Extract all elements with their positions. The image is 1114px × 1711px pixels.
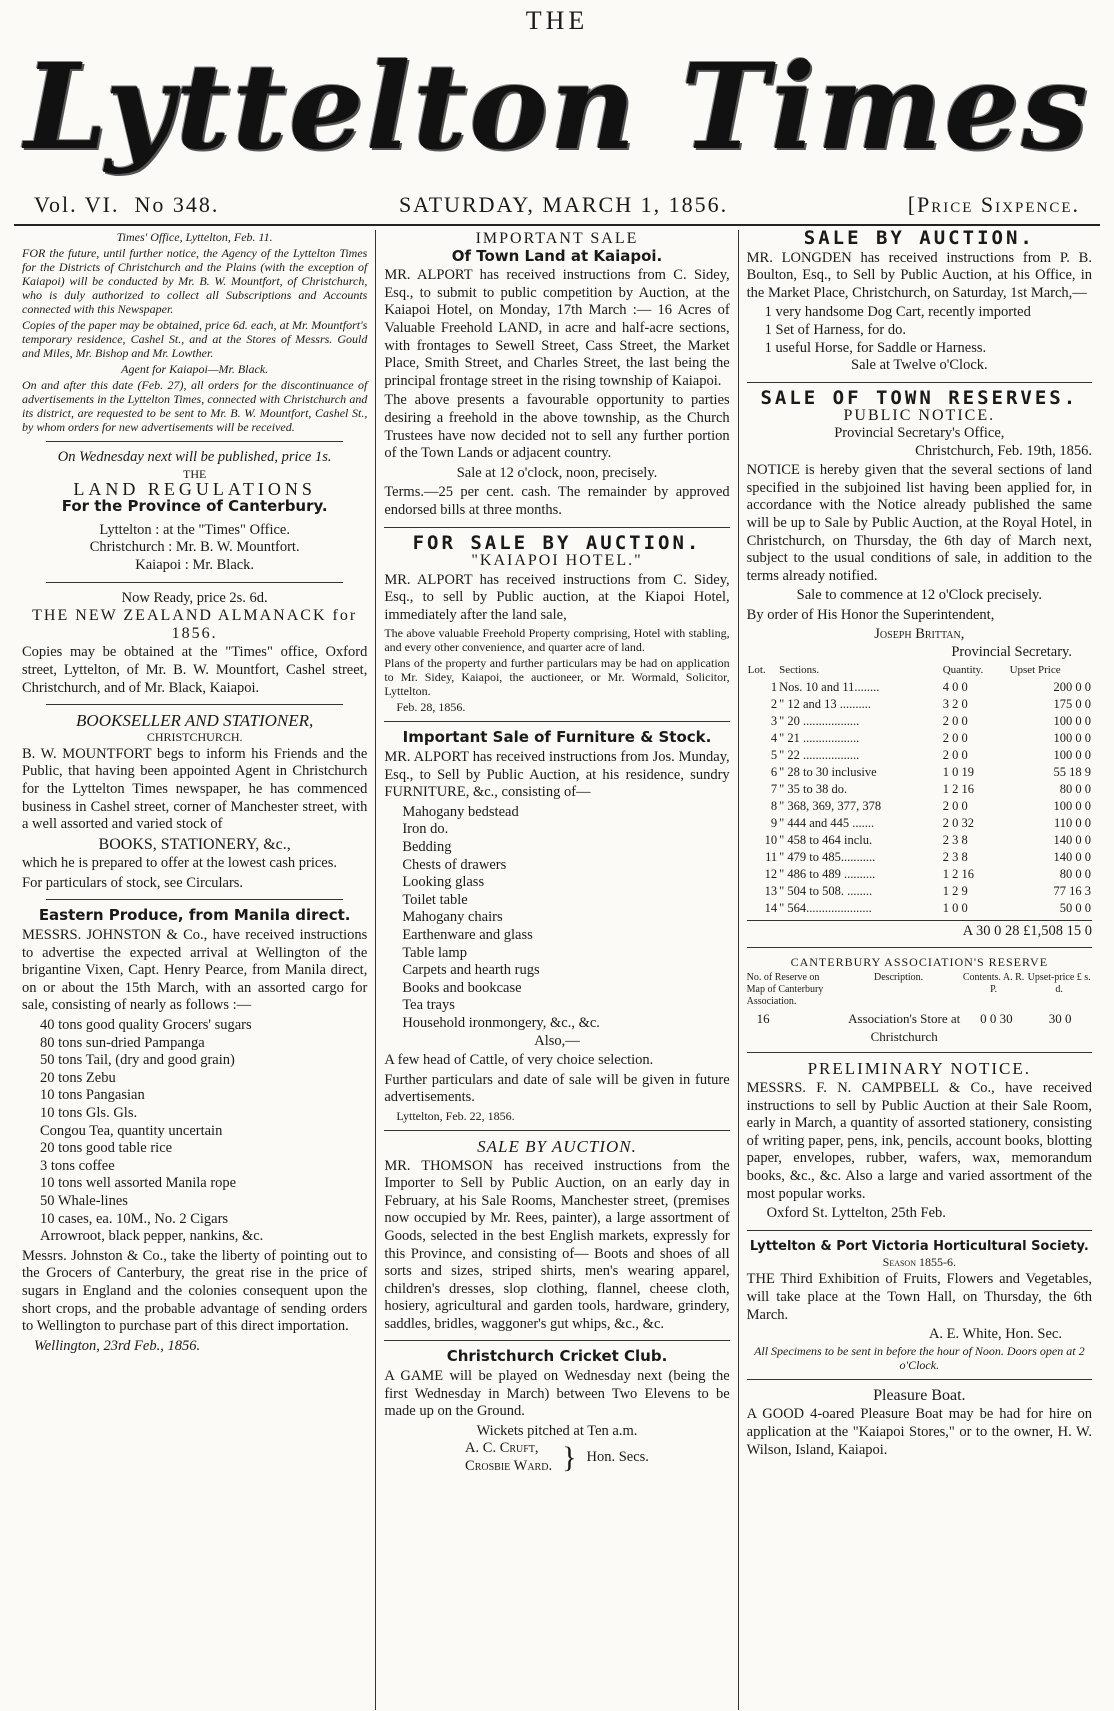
cargo-item: 50 tons Tail, (dry and good grain) xyxy=(40,1052,235,1069)
reserves-notice-text: NOTICE is hereby given that the several sections of land specified in the subjoined list having been applied for, in accordance with the Notice already published the same will be up to Sale by Public Auction, at the Royal Hotel, in Christchurch, on Thursday, the 6th day of March next, subject to the usual conditions of sale, in addition to the terms already notified. xyxy=(746,462,1092,584)
lots-header: Lot. xyxy=(747,663,766,676)
lot-row xyxy=(747,900,1092,917)
lot-cell: 2 xyxy=(770,696,778,711)
divider xyxy=(384,1340,729,1341)
cargo-item: Congou Tea, quantity uncertain xyxy=(40,1122,223,1139)
lot-row xyxy=(747,866,1092,883)
further-text: Further particulars and date of sale will be given in future advertisements. xyxy=(384,1071,730,1106)
lot-cell: " 458 to 464 inclu. xyxy=(779,832,873,847)
mountfort-text: B. W. MOUNTFORT begs to inform his Friends and the Public, that having been appointed Agent in Christchurch for the Lyttelton Times newspaper, he has commenced business in Cashel street, corner of Manchester street, with a well assorted and varied stock of xyxy=(22,745,368,833)
furniture-item: Household ironmongery, &c., &c. xyxy=(402,1014,600,1031)
column-2 xyxy=(375,230,737,1710)
lots-table xyxy=(747,662,1092,917)
land-location: Christchurch : Mr. B. W. Mountfort. xyxy=(89,539,300,556)
furniture-item: Table lamp xyxy=(402,944,467,961)
canterbury-columns xyxy=(747,972,1092,1008)
now-ready: Now Ready, price 2s. 6d. xyxy=(121,589,268,606)
lot-cell: 10 xyxy=(764,832,778,847)
almanack-head: THE NEW ZEALAND ALMANACK for 1856. xyxy=(32,607,358,642)
lot-cell: 77 16 3 xyxy=(1053,883,1091,898)
longden-item: 1 Set of Harness, for do. xyxy=(764,321,907,338)
christchurch-label: CHRISTCHURCH. xyxy=(146,729,243,744)
sale-commence: Sale to commence at 12 o'Clock precisely. xyxy=(796,587,1042,604)
kaiapoi-agent: Agent for Kaiapoi—Mr. Black. xyxy=(121,362,269,376)
campbell-date: Oxford St. Lyttelton, 25th Feb. xyxy=(766,1205,946,1222)
agency-notice-header: Times' Office, Lyttelton, Feb. 11. xyxy=(116,230,273,244)
furniture-item: Carpets and hearth rugs xyxy=(402,962,540,979)
cargo-item: 40 tons good quality Grocers' sugars xyxy=(40,1017,252,1034)
divider xyxy=(46,704,343,705)
canterbury-cell: 0 0 30 xyxy=(980,1011,1013,1027)
sale-by-auction-head: SALE BY AUCTION. xyxy=(803,230,1035,249)
volume-number xyxy=(34,192,219,218)
kaiapoi-hotel-head: "KAIAPOI HOTEL." xyxy=(471,552,643,570)
cricket-text: A GAME will be played on Wednesday next (being the first Wednesday in March) between Two Elevens to be made up on the Ground. xyxy=(384,1368,730,1420)
thomson-text: MR. THOMSON has received instructions from the Importer to Sell by Public Auction, on an early day in February, at his Sale Rooms, Manchester street, (premises now occupied by Mr. Rees, painter), a large assortment of Goods, selected in the best English markets, expressly for this Province, and consisting of— Boots and shoes of all sorts and sizes, striped shirts, men's wearing apparel, children's dresses, slop clothing, flannel, cheese cloth, hosiery, agricultural and garden tools, hardware, grindery, saddles, bridles, waggoner's gut whips, &c., &c. xyxy=(384,1157,730,1332)
land-regulations-head: LAND REGULATIONS xyxy=(73,478,316,499)
the-label: THE xyxy=(183,466,207,481)
eastern-produce-head: Eastern Produce, from Manila direct. xyxy=(38,906,351,925)
lot-cell: 100 0 0 xyxy=(1053,798,1091,813)
horticultural-head: Lyttelton & Port Victoria Horticultural Society. xyxy=(749,1238,1089,1254)
land-location: Kaiapoi : Mr. Black. xyxy=(135,556,255,573)
land-location: Lyttelton : at the "Times" Office. xyxy=(99,521,290,538)
lot-cell: 80 0 0 xyxy=(1059,866,1091,881)
volume: Vol. VI. xyxy=(34,192,120,217)
lot-cell: 8 xyxy=(770,798,778,813)
lot-cell: " 444 and 445 ....... xyxy=(779,815,875,830)
lot-cell: 3 xyxy=(770,713,778,728)
lot-row xyxy=(747,713,1092,730)
cargo-list xyxy=(22,1017,367,1246)
lot-cell: 7 xyxy=(770,781,778,796)
lot-cell: 4 xyxy=(770,730,778,745)
wickets-line: Wickets pitched at Ten a.m. xyxy=(476,1422,638,1439)
longden-text: MR. LONGDEN has received instructions from P. B. Boulton, Esq., to Sell by Public Auction, at his Office, in the Market Place, Christchurch, on Saturday, 1st March,— xyxy=(746,249,1092,301)
campbell-text: MESSRS. F. N. CAMPBELL & Co., have received instructions to sell by Public Auction at their Sale Room, early in March, a quantity of assorted stationery, consisting of writing paper, pens, ink, pencils, account books, blotting paper, envelopes, rubber, wafers, wax, memorandum books, &c., &c. Also a large and varied assortment of the most popular works. xyxy=(746,1080,1092,1202)
lot-cell: 140 0 0 xyxy=(1053,849,1091,864)
lot-cell: 100 0 0 xyxy=(1053,713,1091,728)
lot-row xyxy=(747,815,1092,832)
divider xyxy=(747,382,1092,383)
lot-cell: 2 3 8 xyxy=(942,832,968,847)
lot-cell: 175 0 0 xyxy=(1053,696,1091,711)
lot-cell: 1 0 19 xyxy=(942,764,974,779)
cargo-item: 10 tons Pangasian xyxy=(40,1087,145,1104)
lot-cell: 1 xyxy=(770,679,778,694)
lot-cell: " 22 .................. xyxy=(779,747,860,762)
secretary-name: Crosbie Ward. xyxy=(465,1458,553,1475)
divider xyxy=(747,947,1092,948)
lot-cell: " 35 to 38 do. xyxy=(779,781,848,796)
copies-text: Copies of the paper may be obtained, price 6d. each, at Mr. Mountfort's temporary residence, Cashel St., and at the Stores of Messrs. Gould and Miles, Mr. Bishop and Mr. Lowther. xyxy=(22,318,368,360)
signer-name: Joseph Brittan, xyxy=(874,626,965,643)
lots-header-row xyxy=(747,662,1092,679)
lots-body xyxy=(747,679,1092,917)
sale-by-auction-head: SALE BY AUCTION. xyxy=(477,1136,637,1156)
furniture-item: Toilet table xyxy=(402,891,468,908)
eastern-closing: Messrs. Johnston & Co., take the liberty of pointing out to the Grocers of Canterbury, the great rise in the price of sugars in England and the colonies consequent upon the short crops, and the probable advantage of sending orders to Wellington to purchase part of this direct importation. xyxy=(22,1247,368,1335)
lot-cell: 5 xyxy=(770,747,778,762)
lot-cell: " 28 to 30 inclusive xyxy=(779,764,877,779)
lot-row xyxy=(747,747,1092,764)
lot-cell: 110 0 0 xyxy=(1053,815,1091,830)
hon-secs: Hon. Secs. xyxy=(586,1449,649,1466)
secretary-names xyxy=(465,1440,552,1475)
prov-office: Provincial Secretary's Office, xyxy=(834,424,1005,441)
lot-cell: 200 0 0 xyxy=(1053,679,1091,694)
lot-cell: 2 0 0 xyxy=(942,747,968,762)
lot-cell: 11 xyxy=(765,849,778,864)
lot-cell: " 479 to 485........... xyxy=(779,849,876,864)
lot-cell: 2 0 0 xyxy=(942,798,968,813)
lot-cell: Nos. 10 and 11........ xyxy=(779,679,880,694)
province-head: For the Province of Canterbury. xyxy=(61,497,328,516)
eastern-date: Wellington, 23rd Feb., 1856. xyxy=(34,1337,201,1354)
secretaries xyxy=(384,1440,729,1475)
also-label: Also,— xyxy=(534,1032,580,1049)
lot-cell: 100 0 0 xyxy=(1053,730,1091,745)
bookseller-head: BOOKSELLER AND STATIONER, xyxy=(76,711,314,731)
lots-header: Sections. xyxy=(779,663,820,676)
signer-title: Provincial Secretary. xyxy=(951,644,1072,661)
hotel-text: MR. ALPORT has received instructions from C. Sidey, Esq., to sell by Public auction, at the Kiapoi Hotel, immediately after the land sale, xyxy=(384,571,730,623)
for-sale-head: FOR SALE BY AUCTION. xyxy=(412,531,702,554)
issue-date: SATURDAY, MARCH 1, 1856. xyxy=(398,192,729,217)
lot-cell: 12 xyxy=(764,866,778,881)
cargo-item: Arrowroot, black pepper, nankins, &c. xyxy=(40,1228,264,1245)
divider xyxy=(384,721,729,722)
issue-number: No 348. xyxy=(134,192,220,217)
lot-cell: 50 0 0 xyxy=(1059,900,1091,915)
furniture-item: Chests of drawers xyxy=(402,856,507,873)
lot-cell: 2 0 32 xyxy=(942,815,974,830)
masthead-the: THE xyxy=(525,6,589,35)
canterbury-row xyxy=(747,1010,1092,1045)
cricket-head: Christchurch Cricket Club. xyxy=(446,1347,668,1366)
brace-icon: } xyxy=(562,1441,577,1475)
important-sale-head: IMPORTANT SALE xyxy=(475,230,639,247)
horticultural-sign: A. E. White, Hon. Sec. xyxy=(928,1326,1062,1343)
almanack-text: Copies may be obtained at the "Times" office, Oxford street, Lyttelton, of Mr. B. W. Mountfort, Cashel street, Christchurch, and of Mr. Black, Kaiapoi. xyxy=(22,644,368,696)
cargo-item: 10 tons well assorted Manila rope xyxy=(40,1175,237,1192)
wednesday-notice: On Wednesday next will be published, price 1s. xyxy=(57,449,332,465)
canterbury-cell: 16 xyxy=(756,1011,770,1027)
lot-cell: " 368, 369, 377, 378 xyxy=(779,798,882,813)
by-order: By order of His Honor the Superintendent, xyxy=(746,606,995,623)
canterbury-col-head: Upset-price £ s. d. xyxy=(1027,972,1091,996)
cargo-item: 10 cases, ea. 10M., No. 2 Cigars xyxy=(40,1210,229,1227)
masthead-title: Lyttelton Times xyxy=(24,37,1090,176)
longden-item: 1 useful Horse, for Saddle or Harness. xyxy=(764,339,987,356)
lot-cell: 1 2 9 xyxy=(942,883,968,898)
lot-cell: " 504 to 508. ........ xyxy=(779,883,873,898)
lot-cell: " 486 to 489 .......... xyxy=(779,866,876,881)
secretary-name: A. C. Cruft, xyxy=(465,1440,539,1457)
canterbury-col-head: No. of Reserve on Map of Canterbury Association. xyxy=(746,972,824,1008)
furniture-item: Mahogany chairs xyxy=(402,909,503,926)
lot-cell: 3 2 0 xyxy=(942,696,968,711)
furniture-list xyxy=(384,804,729,1033)
lot-cell: 13 xyxy=(764,883,778,898)
furniture-head: Important Sale of Furniture & Stock. xyxy=(402,728,712,747)
lot-cell: 1 0 0 xyxy=(942,900,968,915)
divider xyxy=(747,1379,1092,1380)
mountfort-text-3: For particulars of stock, see Circulars. xyxy=(22,874,244,891)
divider xyxy=(747,1230,1092,1231)
lot-cell: " 12 and 13 .......... xyxy=(779,696,872,711)
divider xyxy=(46,441,343,442)
prov-date: Christchurch, Feb. 19th, 1856. xyxy=(915,442,1092,459)
lots-total: A 30 0 28 £1,508 15 0 xyxy=(747,920,1092,941)
alport-text-2: The above presents a favourable opportunity to parties desiring a freehold in the above township, as the Church Trustees have now decided not to sell any further portion of the Town Lands or adjacent country. xyxy=(384,392,730,462)
canterbury-col-head: Description. xyxy=(874,972,924,984)
horticultural-text: THE Third Exhibition of Fruits, Flowers and Vegetables, will take place at the Town Hall, on Thursday, the 6th March. xyxy=(746,1271,1092,1323)
divider xyxy=(384,527,729,528)
lots-header: Quantity. xyxy=(942,663,984,676)
lots-header: Upset Price xyxy=(1009,663,1061,676)
lot-cell: 4 0 0 xyxy=(942,679,968,694)
lot-row xyxy=(747,764,1092,781)
season-label: Season 1855-6. xyxy=(882,1255,956,1270)
lot-row xyxy=(747,883,1092,900)
lot-cell: 6 xyxy=(770,764,778,779)
orders-text: On and after this date (Feb. 27), all orders for the discontinuance of advertisements in the Lyttelton Times, connected with Christchurch and its district, are requested to be sent to Mr. B. W. Mountfort, Cashel St., by whom orders for new advertisements will be received. xyxy=(22,378,368,434)
lot-cell: 2 0 0 xyxy=(942,713,968,728)
lot-cell: " 564..................... xyxy=(779,900,872,915)
furniture-item: Bedding xyxy=(402,839,452,856)
divider xyxy=(46,582,343,583)
furniture-date: Lyttelton, Feb. 22, 1856. xyxy=(396,1108,515,1123)
hotel-date: Feb. 28, 1856. xyxy=(396,700,466,715)
divider xyxy=(46,899,343,900)
lot-cell: 140 0 0 xyxy=(1053,832,1091,847)
lot-row xyxy=(747,849,1092,866)
furniture-item: Books and bookcase xyxy=(402,979,522,996)
canterbury-col-head: Contents. A. R. P. xyxy=(962,972,1025,996)
lot-row xyxy=(747,798,1092,815)
lot-row xyxy=(747,696,1092,713)
lot-row xyxy=(747,679,1092,696)
longden-list xyxy=(747,304,1092,357)
boat-text: A GOOD 4-oared Pleasure Boat may be had for hire on application at the "Kaiapoi Stores," or to the owner, H. W. Wilson, Island, Kaiapoi. xyxy=(746,1406,1092,1458)
lot-cell: 100 0 0 xyxy=(1053,747,1091,762)
sale-twelve: Sale at Twelve o'Clock. xyxy=(851,357,988,374)
lot-cell: 55 18 9 xyxy=(1053,764,1091,779)
lot-cell: 9 xyxy=(770,815,778,830)
pleasure-boat-head: Pleasure Boat. xyxy=(873,1386,966,1404)
cargo-item: 20 tons good table rice xyxy=(40,1140,173,1157)
lot-row xyxy=(747,781,1092,798)
eastern-produce-text: MESSRS. JOHNSTON & Co., have received instructions to advertise the expected arrival at Wellington of the brigantine Vixen, Capt. Henry Pearce, from Manila direct, on or about the 15th March, with an assorted cargo for sale, consisting of nearly as follows :— xyxy=(22,927,368,1014)
preliminary-head: PRELIMINARY NOTICE. xyxy=(807,1059,1032,1079)
column-3 xyxy=(738,230,1100,1710)
cargo-item: 50 Whale-lines xyxy=(40,1192,128,1209)
divider xyxy=(747,1052,1092,1053)
mountfort-text-2: which he is prepared to offer at the lowest cash prices. xyxy=(22,855,337,872)
column-1 xyxy=(14,230,375,1710)
lot-cell: 2 0 0 xyxy=(942,730,968,745)
furniture-item: Iron do. xyxy=(402,821,449,838)
books-line: BOOKS, STATIONERY, &c., xyxy=(98,835,291,853)
canterbury-cell: Association's Store at Christchurch xyxy=(848,1011,961,1044)
canterbury-reserve-head: CANTERBURY ASSOCIATION'S RESERVE xyxy=(790,955,1049,970)
furniture-item: Looking glass xyxy=(402,874,485,891)
lot-row xyxy=(747,730,1092,747)
town-land-head: Of Town Land at Kaiapoi. xyxy=(451,246,663,265)
sale-time: Sale at 12 o'clock, noon, precisely. xyxy=(456,464,658,481)
town-reserves-head: SALE OF TOWN RESERVES. xyxy=(760,386,1079,409)
hotel-text-3: Plans of the property and further particulars may be had on application to Mr. Sidey, Kaiapoi, the auctioneer, or Mr. Wormald, Solicitor, Lyttelton. xyxy=(384,656,730,699)
sale-terms: Terms.—25 per cent. cash. The remainder by approved endorsed bills at three months. xyxy=(384,484,730,518)
land-locations xyxy=(22,522,367,575)
cargo-item: 80 tons sun-dried Pampanga xyxy=(40,1034,205,1051)
lot-cell: 2 3 8 xyxy=(942,849,968,864)
lot-row xyxy=(747,832,1092,849)
alport-text: MR. ALPORT has received instructions from C. Sidey, Esq., to submit to public competition by Auction, at the Kaiapoi Hotel, on Monday, 17th March :— 16 Acres of Valuable Freehold LAND, in acre and half-acre sections, with frontages to Sewell Street, Cass Street, the Market Place, Smith Street, and Charles Street, the last being the principal frontage street in the rising township of Kaiapoi. xyxy=(384,267,730,389)
public-notice-head: PUBLIC NOTICE. xyxy=(843,407,996,425)
furniture-item: Tea trays xyxy=(402,997,455,1014)
longden-item: 1 very handsome Dog Cart, recently imported xyxy=(764,304,1031,321)
cargo-item: 3 tons coffee xyxy=(40,1157,115,1174)
columns xyxy=(14,230,1100,1710)
issue-price: [Price Sixpence. xyxy=(907,192,1080,217)
furniture-item: Earthenware and glass xyxy=(402,927,533,943)
canterbury-cell: 30 0 xyxy=(1048,1011,1072,1027)
dateline xyxy=(14,182,1100,226)
cargo-item: 10 tons Gls. Gls. xyxy=(40,1105,138,1121)
furniture-text: MR. ALPORT has received instructions from Jos. Munday, Esq., to Sell by Public Auction, at his residence, sundry FURNITURE, &c., consisting of— xyxy=(384,749,730,801)
lot-cell: " 21 .................. xyxy=(779,730,860,745)
lot-cell: 1 2 16 xyxy=(942,866,974,881)
lot-cell: 14 xyxy=(764,900,778,915)
lot-cell: 1 2 16 xyxy=(942,781,974,796)
lot-cell: 80 0 0 xyxy=(1059,781,1091,796)
cargo-item: 20 tons Zebu xyxy=(40,1069,116,1086)
furniture-item: Mahogany bedstead xyxy=(402,803,519,820)
divider xyxy=(384,1130,729,1131)
cattle-text: A few head of Cattle, of very choice selection. xyxy=(384,1052,654,1069)
agency-notice-text: FOR the future, until further notice, the Agency of the Lyttelton Times for the Districts of Christchurch and the Plains (with the exception of Kaiapoi) will be conducted by Mr. B. W. Mountfort, of Christchurch, who is duly authorized to collect all Subscriptions and Accounts connected with this Newspaper. xyxy=(22,246,368,316)
lot-cell: " 20 .................. xyxy=(779,713,860,728)
horticultural-note: All Specimens to be sent in before the hour of Noon. Doors open at 2 o'Clock. xyxy=(754,1343,1085,1372)
hotel-text-2: The above valuable Freehold Property comprising, Hotel with stabling, and every other convenience, and quarter acre of land. xyxy=(384,626,730,655)
